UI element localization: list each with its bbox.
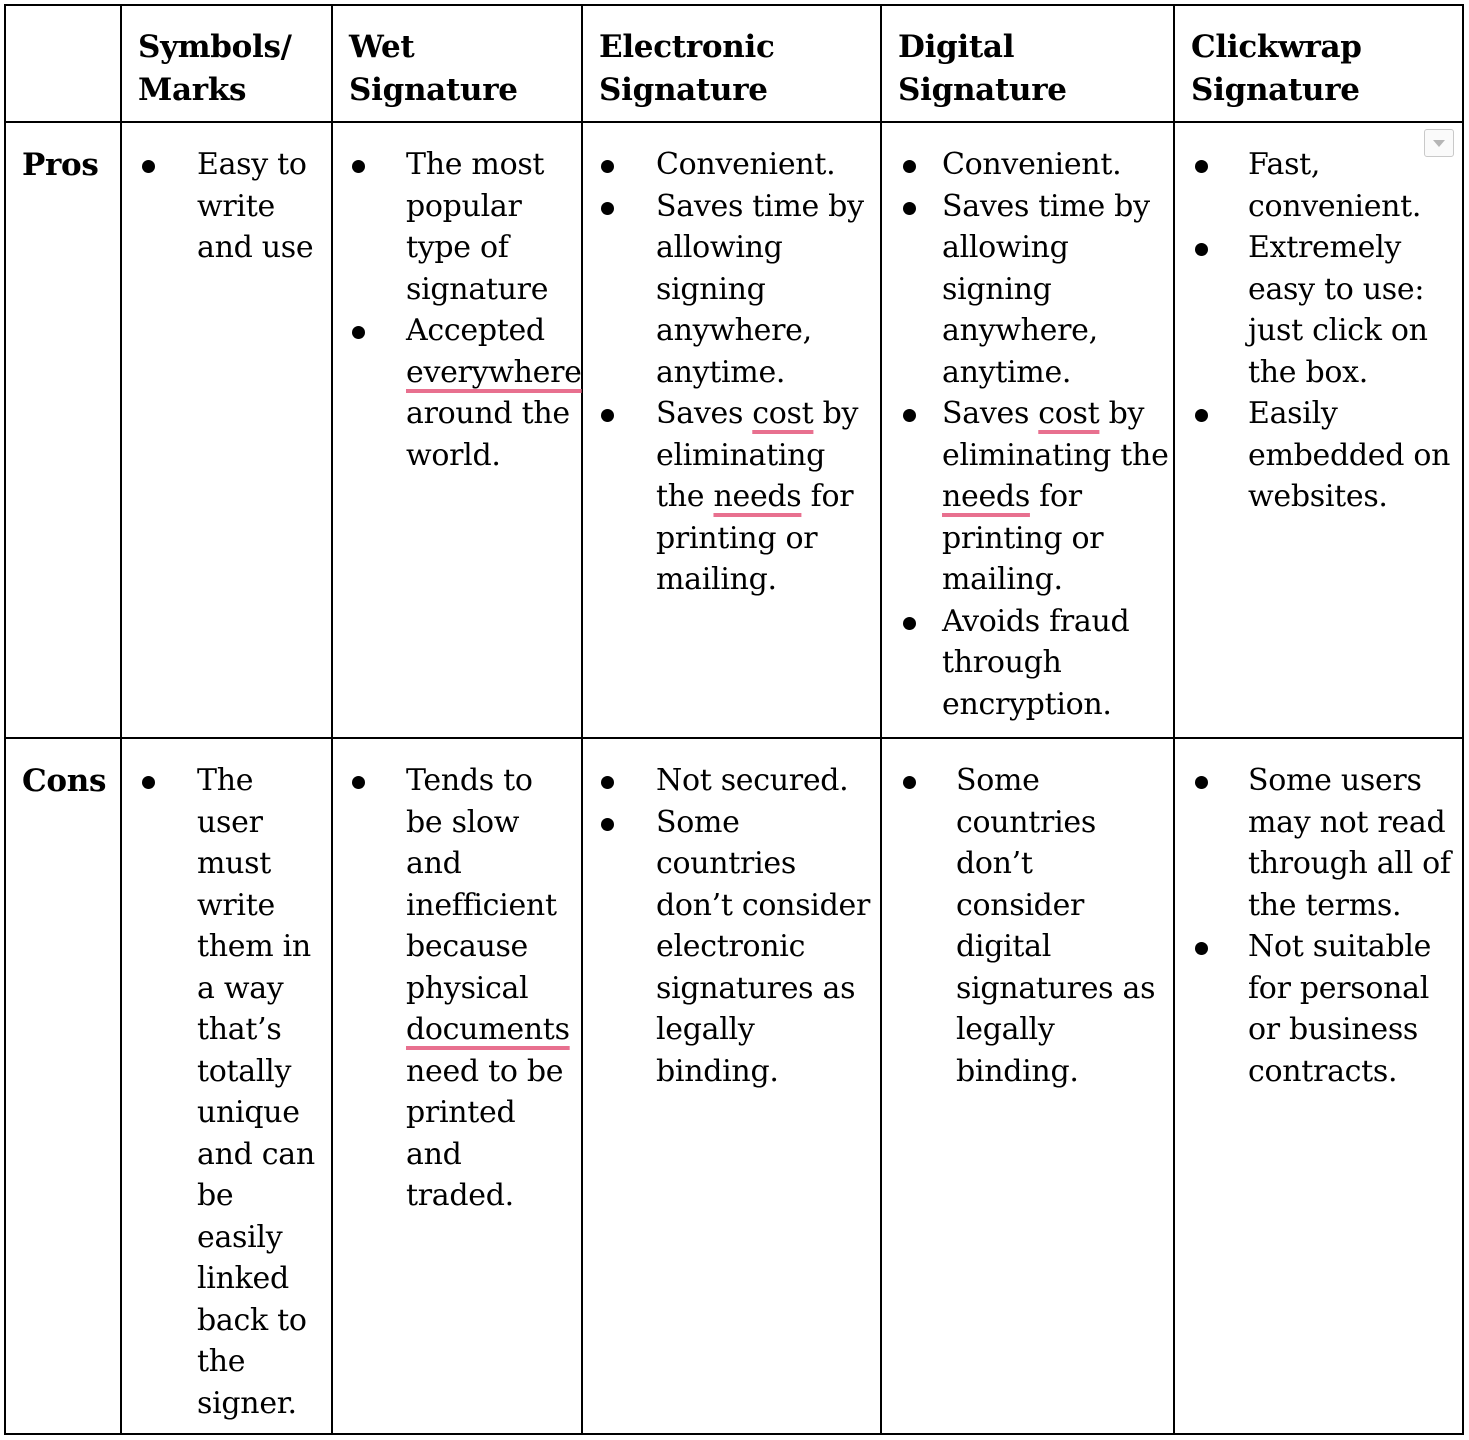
- bullet-dot-icon: [601, 202, 614, 215]
- list-item-text: Saves time by allowing signing anywhere, anytime.: [656, 188, 864, 390]
- pros-row: [5, 122, 1463, 738]
- list-item-text: Easily embedded on websites.: [1248, 396, 1451, 514]
- table-cell[interactable]: [121, 738, 332, 1434]
- row-label-cons: Cons: [22, 763, 107, 799]
- bullet-dot-icon: [1195, 409, 1208, 422]
- bullet-dot-icon: [142, 776, 155, 789]
- list-item-text: Some countries don’t consider digital signatures as legally binding.: [956, 763, 1156, 1089]
- bullet-dot-icon: [1195, 160, 1208, 173]
- bullet-list: [333, 144, 581, 476]
- spellcheck-word[interactable]: cost: [752, 396, 814, 431]
- list-item: [882, 760, 1173, 1092]
- list-item: [583, 802, 880, 1093]
- list-item: [583, 393, 880, 601]
- list-item-text: Fast, convenient.: [1248, 147, 1422, 224]
- cons-row: [5, 738, 1463, 1434]
- bullet-dot-icon: [601, 776, 614, 789]
- header-line: Signature: [898, 72, 1067, 108]
- bullet-dot-icon: [1195, 243, 1208, 256]
- header-line: Electronic: [599, 29, 775, 65]
- bullet-dot-icon: [1195, 942, 1208, 955]
- header-label: [1175, 6, 1462, 112]
- list-item: [882, 393, 1173, 601]
- list-item: [1175, 926, 1462, 1092]
- bullet-dot-icon: [352, 160, 365, 173]
- list-item-text: Not secured.: [656, 763, 849, 798]
- row-label-pros: Pros: [22, 147, 99, 183]
- header-label: [583, 6, 880, 112]
- bullet-dot-icon: [903, 617, 916, 630]
- bullet-list: [1175, 144, 1462, 518]
- bullet-list: [122, 144, 331, 269]
- spellcheck-word[interactable]: needs: [713, 479, 802, 514]
- header-line: Clickwrap: [1191, 29, 1362, 65]
- bullet-list: [882, 760, 1173, 1092]
- bullet-dot-icon: [601, 160, 614, 173]
- list-item: [122, 144, 331, 269]
- bullet-list: [583, 760, 880, 1092]
- bullet-dot-icon: [601, 818, 614, 831]
- header-cell-empty[interactable]: [5, 5, 121, 122]
- bullet-list: [333, 760, 581, 1217]
- table-cell[interactable]: [1174, 122, 1463, 738]
- bullet-dot-icon: [903, 202, 916, 215]
- header-line: Symbols/: [138, 29, 292, 65]
- bullet-list: [882, 144, 1173, 725]
- spellcheck-word[interactable]: needs: [942, 479, 1030, 514]
- row-label-cell[interactable]: [5, 738, 121, 1434]
- bullet-dot-icon: [352, 326, 365, 339]
- list-item-text: Accepted everywhere around the world.: [406, 313, 582, 473]
- header-label: [122, 6, 331, 112]
- header-line: Marks: [138, 72, 247, 108]
- list-item-text: Saves time by allowing signing anywhere, anytime.: [942, 188, 1150, 390]
- list-item-text: Easy to write and use: [197, 147, 314, 265]
- list-item: [583, 760, 880, 802]
- list-item-text: Some users may not read through all of the terms.: [1248, 763, 1451, 923]
- list-item: [1175, 144, 1462, 227]
- spellcheck-word[interactable]: everywhere: [406, 354, 582, 390]
- list-item-text: The most popular type of signature: [406, 147, 549, 307]
- list-item-text: Convenient.: [656, 147, 836, 182]
- list-item-text: Avoids fraud through encryption.: [942, 603, 1130, 722]
- header-line: Wet: [349, 29, 415, 65]
- list-item-text: Extremely easy to use: just click on the box.: [1248, 230, 1428, 390]
- spellcheck-word[interactable]: documents: [406, 1012, 570, 1047]
- bullet-dot-icon: [601, 409, 614, 422]
- bullet-list: [122, 760, 331, 1424]
- bullet-dot-icon: [903, 776, 916, 789]
- header-cell-symbols[interactable]: [121, 5, 332, 122]
- list-item: [333, 310, 581, 476]
- spellcheck-word[interactable]: cost: [1038, 396, 1100, 431]
- bullet-dot-icon: [1195, 776, 1208, 789]
- list-item: [1175, 760, 1462, 926]
- header-line: Digital: [898, 29, 1015, 65]
- table-cell[interactable]: [1174, 738, 1463, 1434]
- list-item: [122, 760, 331, 1424]
- header-line: Signature: [349, 72, 518, 108]
- comparison-table: [4, 4, 1464, 1435]
- header-cell-electronic[interactable]: [582, 5, 881, 122]
- header-line: Signature: [599, 72, 768, 108]
- list-item: [333, 760, 581, 1217]
- list-item-text: Not suitable for personal or business contracts.: [1248, 929, 1432, 1089]
- header-cell-clickwrap[interactable]: [1174, 5, 1463, 122]
- table-cell[interactable]: [881, 122, 1174, 738]
- list-item-text: Convenient.: [942, 147, 1122, 182]
- table-cell[interactable]: [121, 122, 332, 738]
- bullet-dot-icon: [903, 160, 916, 173]
- bullet-dot-icon: [903, 409, 916, 422]
- list-item: [1175, 393, 1462, 518]
- list-item: [333, 144, 581, 310]
- table-cell[interactable]: [332, 122, 582, 738]
- header-label: [333, 6, 581, 112]
- list-item-text: Saves cost by eliminating the needs for printing or mailing.: [656, 396, 859, 597]
- bullet-dot-icon: [352, 776, 365, 789]
- table-cell[interactable]: [332, 738, 582, 1434]
- list-item-text: Some countries don’t consider electronic signatures as legally binding.: [656, 804, 870, 1089]
- bullet-list: [1175, 760, 1462, 1092]
- list-item: [1175, 227, 1462, 393]
- table-cell[interactable]: [582, 738, 881, 1434]
- row-label-cell[interactable]: [5, 122, 121, 738]
- table-cell[interactable]: [582, 122, 881, 738]
- table-cell[interactable]: [881, 738, 1174, 1434]
- header-cell-digital[interactable]: [881, 5, 1174, 122]
- list-item: [882, 601, 1173, 726]
- list-item: [882, 186, 1173, 394]
- bullet-dot-icon: [142, 160, 155, 173]
- list-item-text: The user must write them in a way that’s totally unique and can be easily linked back to the signer.: [197, 763, 315, 1421]
- list-item: [583, 144, 880, 186]
- header-line: Signature: [1191, 72, 1360, 108]
- header-row: [5, 5, 1463, 122]
- bullet-list: [583, 144, 880, 601]
- header-cell-wet[interactable]: [332, 5, 582, 122]
- list-item-text: Saves cost by eliminating the needs for printing or mailing.: [942, 396, 1169, 597]
- list-item: [583, 186, 880, 394]
- header-label: [882, 6, 1173, 112]
- list-item-text: Tends to be slow and inefficient because physical documents need to be printed and traded.: [406, 763, 570, 1213]
- list-item: [882, 144, 1173, 186]
